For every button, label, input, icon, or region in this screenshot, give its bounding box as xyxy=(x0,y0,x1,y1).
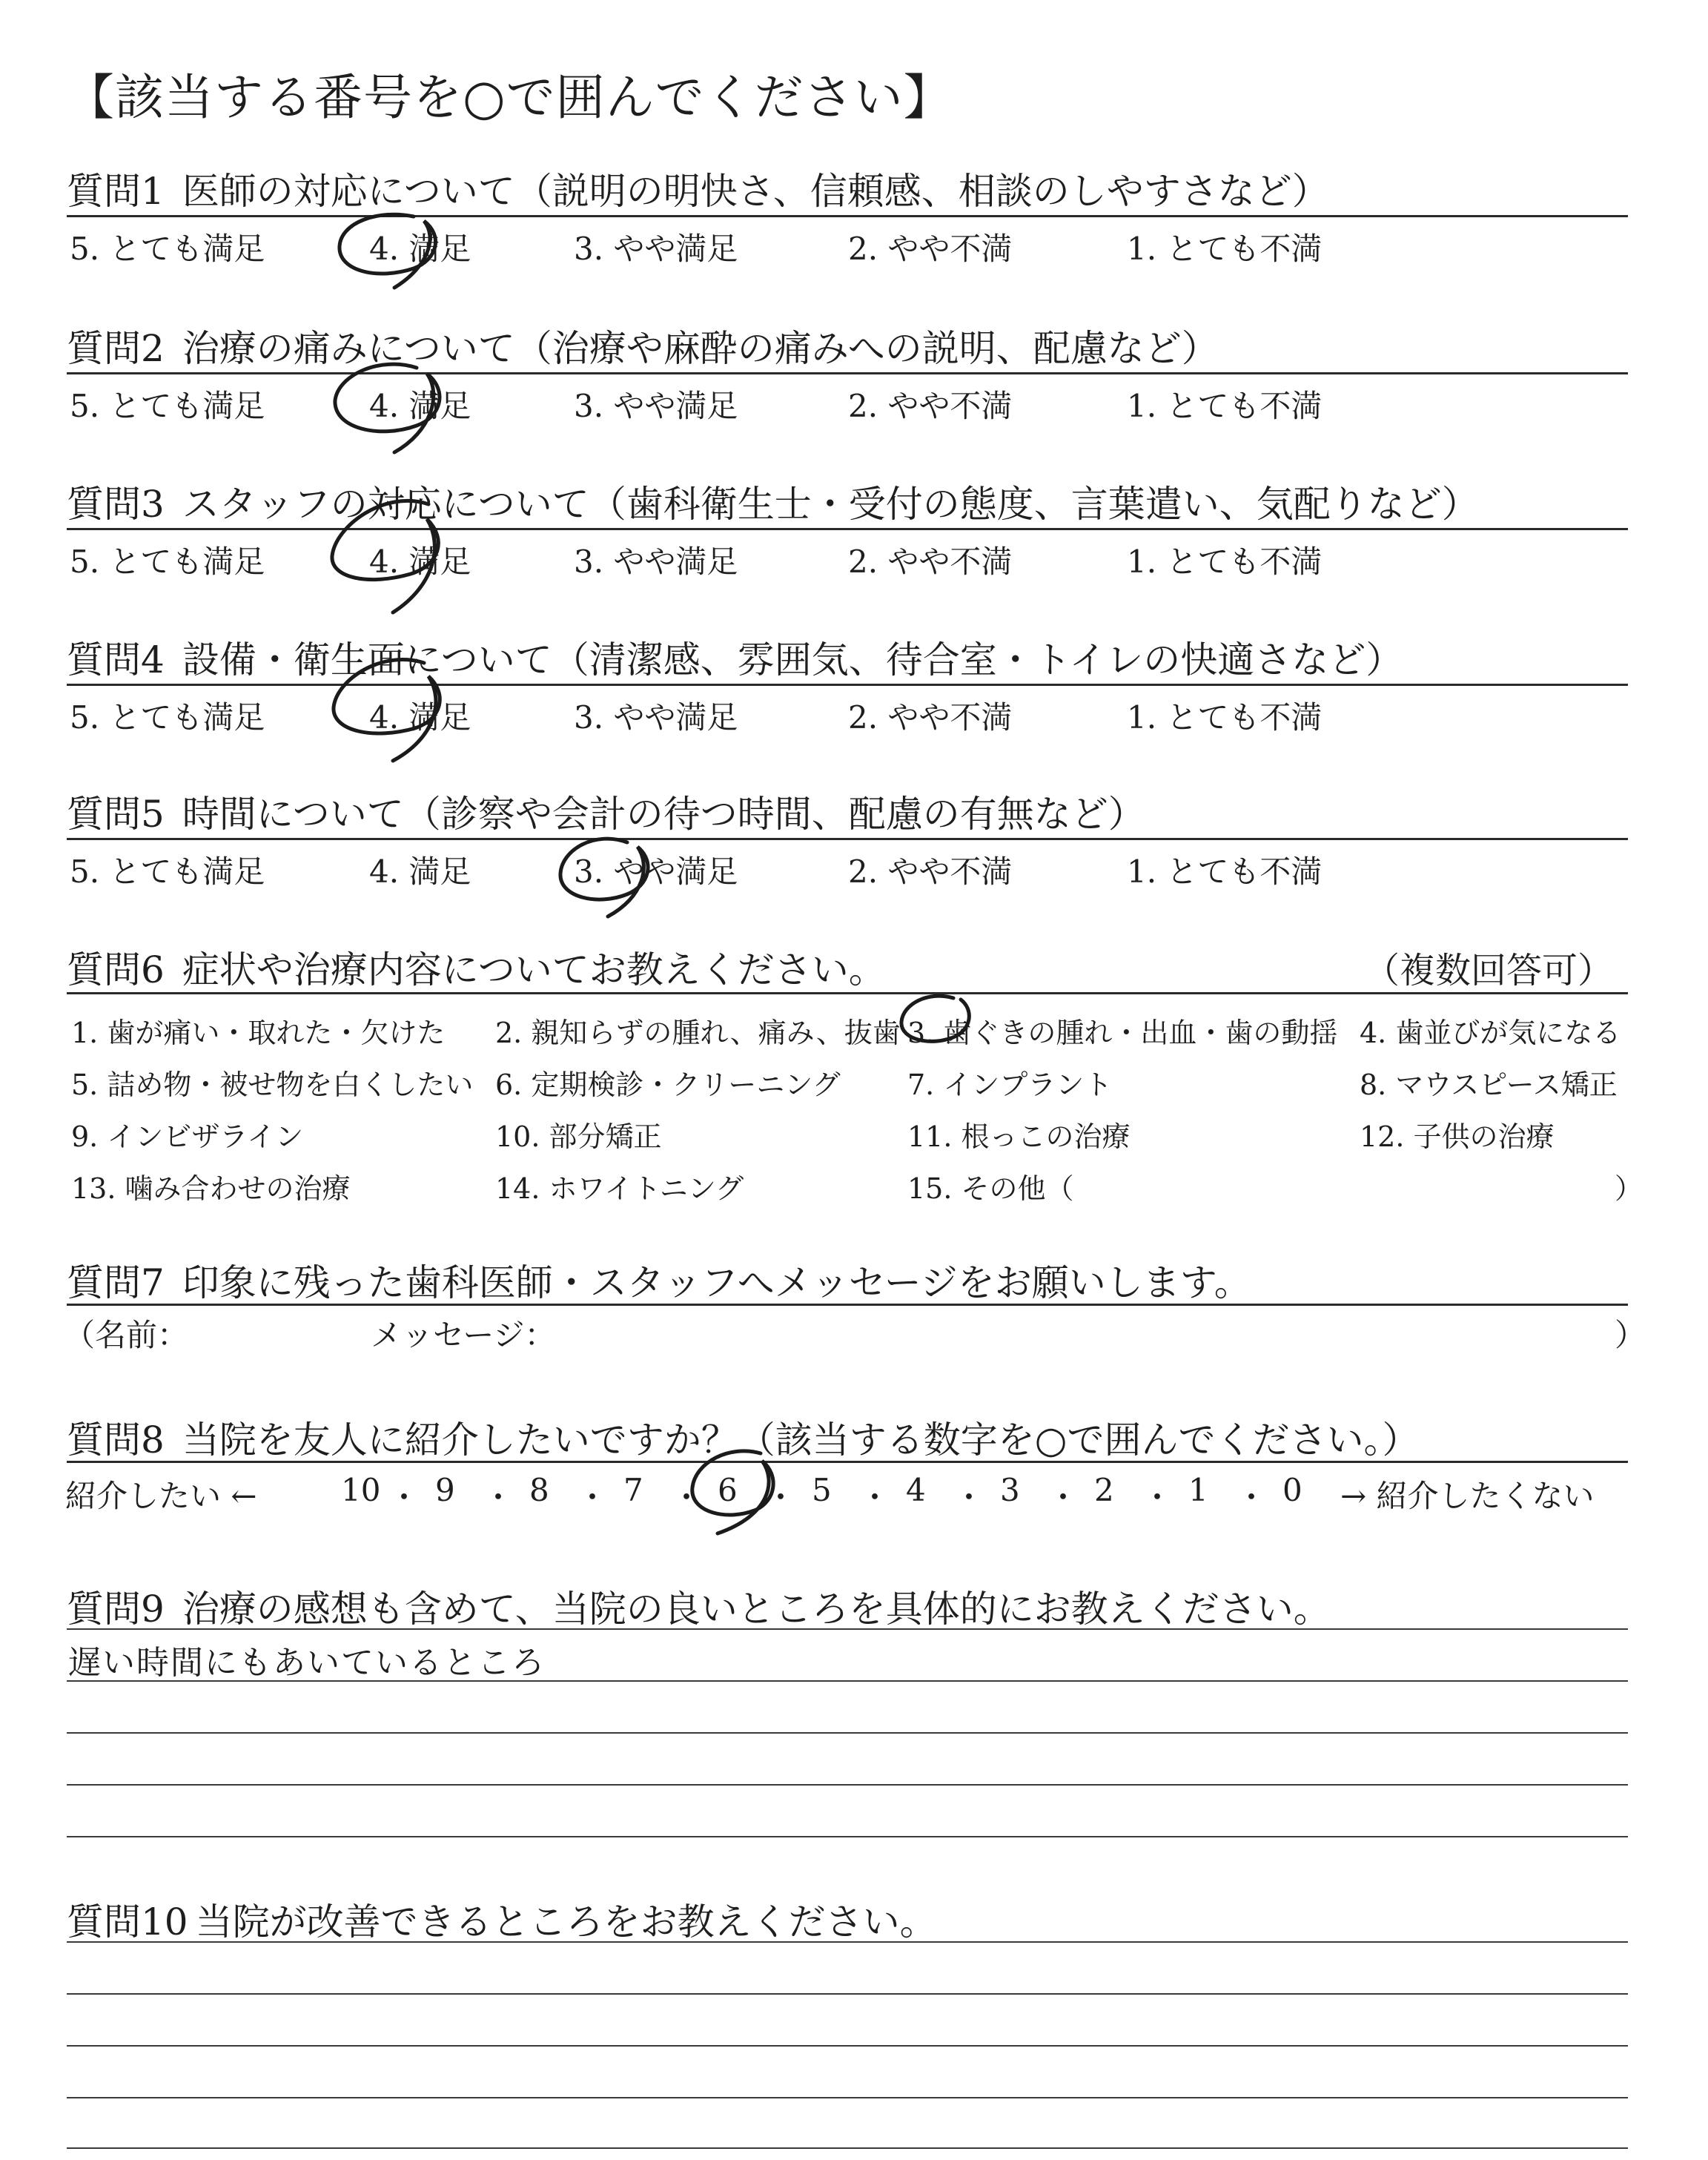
divider xyxy=(67,372,1628,374)
scale-value-2[interactable]: 2 xyxy=(1094,1472,1114,1508)
q6-option-11[interactable]: 11. 根っこの治療 xyxy=(907,1120,1131,1153)
multiple-answer-note: （複数回答可） xyxy=(1364,950,1614,991)
hand-circle-mark xyxy=(320,644,469,777)
question-text: 治療の痛みについて（治療や麻酔の痛みへの説明、配慮など） xyxy=(182,327,1219,370)
question-text: 設備・衛生面について（清潔感、雰囲気、待合室・トイレの快適さなど） xyxy=(182,638,1403,681)
hand-circle-mark xyxy=(546,823,672,934)
q6-option-10[interactable]: 10. 部分矯正 xyxy=(495,1120,662,1153)
question-number: 質問2 xyxy=(67,327,165,370)
recommend-right-label: → 紹介したくない xyxy=(1340,1478,1595,1514)
answer-line xyxy=(67,2045,1628,2047)
question-number: 質問10 xyxy=(67,1900,188,1943)
scale-value-8[interactable]: 8 xyxy=(529,1472,549,1508)
divider xyxy=(67,1461,1628,1463)
q3-option-3[interactable]: 3. やや満足 xyxy=(574,544,738,580)
q5-option-3[interactable]: 3. やや満足 xyxy=(574,853,738,890)
message-label: メッセージ： xyxy=(371,1317,556,1353)
q1-option-5[interactable]: 5. とても満足 xyxy=(70,231,265,267)
answer-line xyxy=(67,1993,1628,1995)
scale-separator: ・ xyxy=(1142,1479,1174,1516)
q6-option-2[interactable]: 2. 親知らずの腫れ、痛み、抜歯 xyxy=(495,1017,901,1049)
q2-option-4[interactable]: 4. 満足 xyxy=(369,388,471,424)
q5-option-2[interactable]: 2. やや不満 xyxy=(848,853,1013,890)
question-text: 治療の感想も含めて、当院の良いところを具体的にお教えください。 xyxy=(182,1588,1331,1631)
question-3 xyxy=(67,475,1479,528)
q3-option-1[interactable]: 1. とても不満 xyxy=(1127,544,1323,580)
divider xyxy=(67,992,1628,994)
recommend-left-label: 紹介したい ← xyxy=(65,1478,257,1514)
q6-option-13[interactable]: 13. 噛み合わせの治療 xyxy=(71,1172,351,1205)
hand-circle-mark xyxy=(323,349,464,467)
scale-value-5[interactable]: 5 xyxy=(812,1472,832,1508)
hand-circle-mark xyxy=(326,200,460,304)
q3-option-4[interactable]: 4. 満足 xyxy=(369,544,471,580)
q2-option-3[interactable]: 3. やや満足 xyxy=(574,388,738,424)
q6-other-close: ） xyxy=(1615,1172,1644,1205)
q2-option-2[interactable]: 2. やや不満 xyxy=(848,388,1013,424)
divider xyxy=(67,684,1628,686)
question-2 xyxy=(67,319,1219,372)
answer-line xyxy=(67,1836,1628,1837)
question-number: 質問6 xyxy=(67,948,165,991)
scale-value-9[interactable]: 9 xyxy=(435,1472,455,1508)
question-4 xyxy=(67,630,1403,684)
question-number: 質問5 xyxy=(67,793,165,836)
q9-handwritten-answer: 遅い時間にもあいているところ xyxy=(68,1644,546,1682)
question-9 xyxy=(67,1579,1331,1633)
scale-value-7[interactable]: 7 xyxy=(623,1472,643,1508)
question-text: 症状や治療内容についてお教えください。 xyxy=(182,948,886,991)
q4-option-4[interactable]: 4. 満足 xyxy=(369,699,471,736)
question-number: 質問8 xyxy=(67,1418,165,1462)
q3-option-2[interactable]: 2. やや不満 xyxy=(848,544,1013,580)
scale-separator: ・ xyxy=(483,1479,514,1516)
question-6 xyxy=(67,940,886,994)
q6-option-5[interactable]: 5. 詰め物・被せ物を白くしたい xyxy=(71,1069,474,1101)
scale-value-4[interactable]: 4 xyxy=(906,1472,926,1508)
scale-separator: ・ xyxy=(388,1479,420,1516)
q6-option-12[interactable]: 12. 子供の治療 xyxy=(1360,1120,1555,1153)
q1-option-4[interactable]: 4. 満足 xyxy=(369,231,471,267)
scale-value-1[interactable]: 1 xyxy=(1188,1472,1208,1508)
q6-option-6[interactable]: 6. 定期検診・クリーニング xyxy=(495,1069,841,1101)
divider xyxy=(67,1628,1628,1630)
divider xyxy=(67,1304,1628,1306)
q6-option-9[interactable]: 9. インビザライン xyxy=(71,1120,304,1153)
answer-line xyxy=(67,1732,1628,1734)
answer-line xyxy=(67,1941,1628,1943)
hand-circle-mark xyxy=(317,482,466,630)
question-text: 医師の対応について（説明の明快さ、信頼感、相談のしやすさなど） xyxy=(182,170,1329,213)
divider xyxy=(67,838,1628,840)
q1-option-2[interactable]: 2. やや不満 xyxy=(848,231,1013,267)
q4-option-1[interactable]: 1. とても不満 xyxy=(1127,699,1323,736)
question-text: 印象に残った歯科医師・スタッフへメッセージをお願いします。 xyxy=(182,1261,1251,1304)
q4-option-3[interactable]: 3. やや満足 xyxy=(574,699,738,736)
q4-option-2[interactable]: 2. やや不満 xyxy=(848,699,1013,736)
divider xyxy=(67,528,1628,530)
question-text: スタッフの対応について（歯科衛生士・受付の態度、言葉遣い、気配りなど） xyxy=(182,483,1479,526)
question-number: 質問9 xyxy=(67,1588,165,1631)
q5-option-1[interactable]: 1. とても不満 xyxy=(1127,853,1323,890)
hand-circle-mark xyxy=(673,1441,792,1545)
question-10 xyxy=(67,1892,937,1946)
q5-option-4[interactable]: 4. 満足 xyxy=(369,853,471,890)
divider xyxy=(67,215,1628,217)
question-number: 質問1 xyxy=(67,170,165,213)
hand-circle-mark xyxy=(894,988,983,1054)
scale-separator: ・ xyxy=(859,1479,891,1516)
question-1 xyxy=(67,162,1329,215)
answer-line xyxy=(67,2147,1628,2149)
question-number: 質問3 xyxy=(67,483,165,526)
answer-line xyxy=(67,1784,1628,1786)
q6-option-4[interactable]: 4. 歯並びが気になる xyxy=(1360,1017,1621,1049)
q2-option-5[interactable]: 5. とても満足 xyxy=(70,388,265,424)
q6-option-14[interactable]: 14. ホワイトニング xyxy=(495,1172,744,1205)
question-7 xyxy=(67,1253,1251,1307)
question-number: 質問7 xyxy=(67,1261,165,1304)
scale-separator: ・ xyxy=(765,1479,797,1516)
question-text: 当院を友人に紹介したいですか？（該当する数字を○で囲んでください。） xyxy=(182,1418,1420,1462)
q1-option-3[interactable]: 3. やや満足 xyxy=(574,231,738,267)
q6-option-3[interactable]: 3. 歯ぐきの腫れ・出血・歯の動揺 xyxy=(907,1017,1338,1049)
page-title: 【該当する番号を○で囲んでください】 xyxy=(65,69,953,126)
q5-option-5[interactable]: 5. とても満足 xyxy=(70,853,265,890)
q3-option-5[interactable]: 5. とても満足 xyxy=(70,544,265,580)
scale-separator: ・ xyxy=(671,1479,703,1516)
q6-option-15[interactable]: 15. その他（ xyxy=(907,1172,1074,1205)
q6-option-1[interactable]: 1. 歯が痛い・取れた・欠けた xyxy=(71,1017,446,1049)
scale-separator: ・ xyxy=(953,1479,985,1516)
question-text: 当院が改善できるところをお教えください。 xyxy=(195,1900,937,1943)
scale-separator: ・ xyxy=(1047,1479,1079,1516)
question-number: 質問4 xyxy=(67,638,165,681)
scale-separator: ・ xyxy=(1236,1479,1268,1516)
scale-value-0[interactable]: 0 xyxy=(1282,1472,1302,1508)
name-label: （名前： xyxy=(64,1317,189,1353)
scale-separator: ・ xyxy=(577,1479,609,1516)
q6-option-7[interactable]: 7. インプラント xyxy=(907,1069,1113,1101)
message-close: ） xyxy=(1615,1317,1646,1353)
q6-option-8[interactable]: 8. マウスピース矯正 xyxy=(1360,1069,1618,1101)
scale-value-10[interactable]: 10 xyxy=(341,1472,381,1508)
answer-line xyxy=(67,1680,1628,1682)
q2-option-1[interactable]: 1. とても不満 xyxy=(1127,388,1323,424)
scale-value-3[interactable]: 3 xyxy=(1000,1472,1020,1508)
answer-line xyxy=(67,2097,1628,2098)
q4-option-5[interactable]: 5. とても満足 xyxy=(70,699,265,736)
scale-value-6[interactable]: 6 xyxy=(718,1472,738,1508)
q1-option-1[interactable]: 1. とても不満 xyxy=(1127,231,1323,267)
question-text: 時間について（診察や会計の待つ時間、配慮の有無など） xyxy=(182,793,1145,836)
